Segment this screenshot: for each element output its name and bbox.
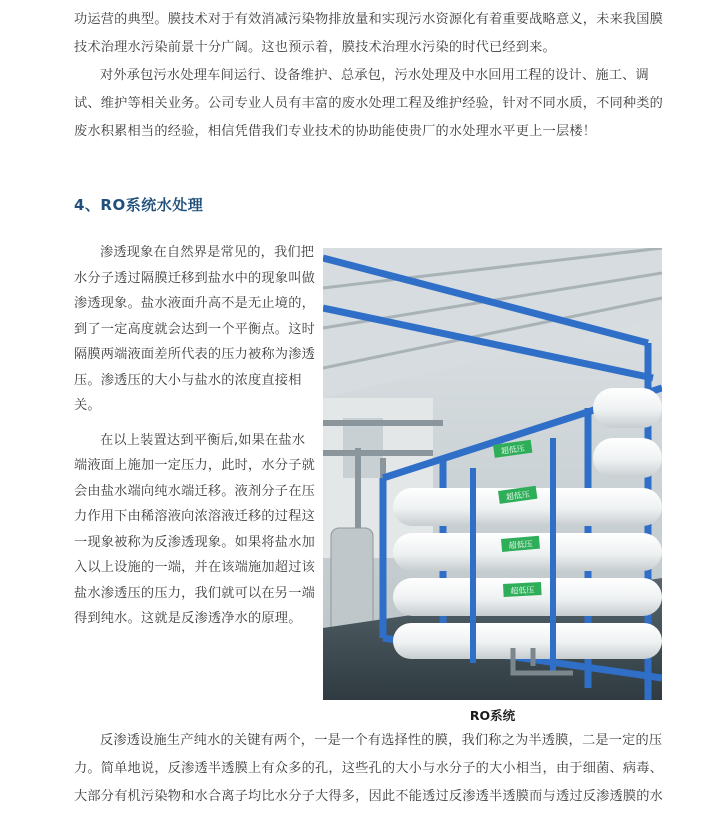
ro-system-photo bbox=[323, 248, 662, 700]
figure-caption: RO系统 bbox=[469, 708, 516, 723]
intro-paragraph-2: 对外承包污水处理车间运行、设备维护、总承包，污水处理及中水回用工程的设计、施工、调试、维护等相关业务。公司专业人员有丰富的废水处理工程及维护经验，针对不同水质，不同种类的废水积累相当的经验，相信凭借我们专业技术的协助能使贵厂的水处理水平更上一层楼！ bbox=[74, 68, 664, 139]
bottom-text bbox=[74, 727, 664, 811]
intro-text bbox=[74, 6, 664, 146]
membrane-label-1: 超低压 bbox=[500, 443, 526, 456]
osmosis-paragraph-1: 渗透现象在自然界是常见的，我们把水分子透过隔膜迁移到盐水中的现象叫做渗透现象。盐水液面升高不是无止境的，到了一定高度就会达到一个平衡点。这时隔膜两端液面差所代表的压力被称为渗透压。渗透压的大小与盐水的浓度直接相关。 bbox=[74, 245, 315, 413]
membrane-label-2: 超低压 bbox=[505, 489, 531, 502]
osmosis-explanation bbox=[74, 240, 318, 641]
osmosis-paragraph-2: 在以上装置达到平衡后,如果在盐水端液面上施加一定压力，此时，水分子就会由盐水端向纯水端迁移。液剂分子在压力作用下由稀溶液向浓溶液迁移的过程这一现象被称为反渗透现象。如果将盐水加入以上设施的一端，并在该端施加超过该盐水渗透压的压力，我们就可以在另一端得到纯水。这就是反渗透净水的原理。 bbox=[74, 432, 315, 626]
membrane-label-4: 超低压 bbox=[510, 585, 535, 596]
membrane-label-3: 超低压 bbox=[508, 539, 533, 551]
intro-paragraph-1: 功运营的典型。膜技术对于有效消减污染物排放量和实现污水资源化有着重要战略意义，未来我国膜技术治理水污染前景十分广阔。这也预示着，膜技术治理水污染的时代已经到来。 bbox=[74, 12, 664, 55]
bottom-paragraph: 反渗透设施生产纯水的关键有两个，一是一个有选择性的膜，我们称之为半透膜，二是一定的压力。简单地说，反渗透半透膜上有众多的孔，这些孔的大小与水分子的大小相当，由于细菌、病毒、大部分有机污染物和水合离子均比水分子大得多，因此不能透过反渗透半透膜而与透过反渗透膜的水 bbox=[74, 733, 664, 804]
section-heading: 4、RO系统水处理 bbox=[74, 196, 204, 214]
